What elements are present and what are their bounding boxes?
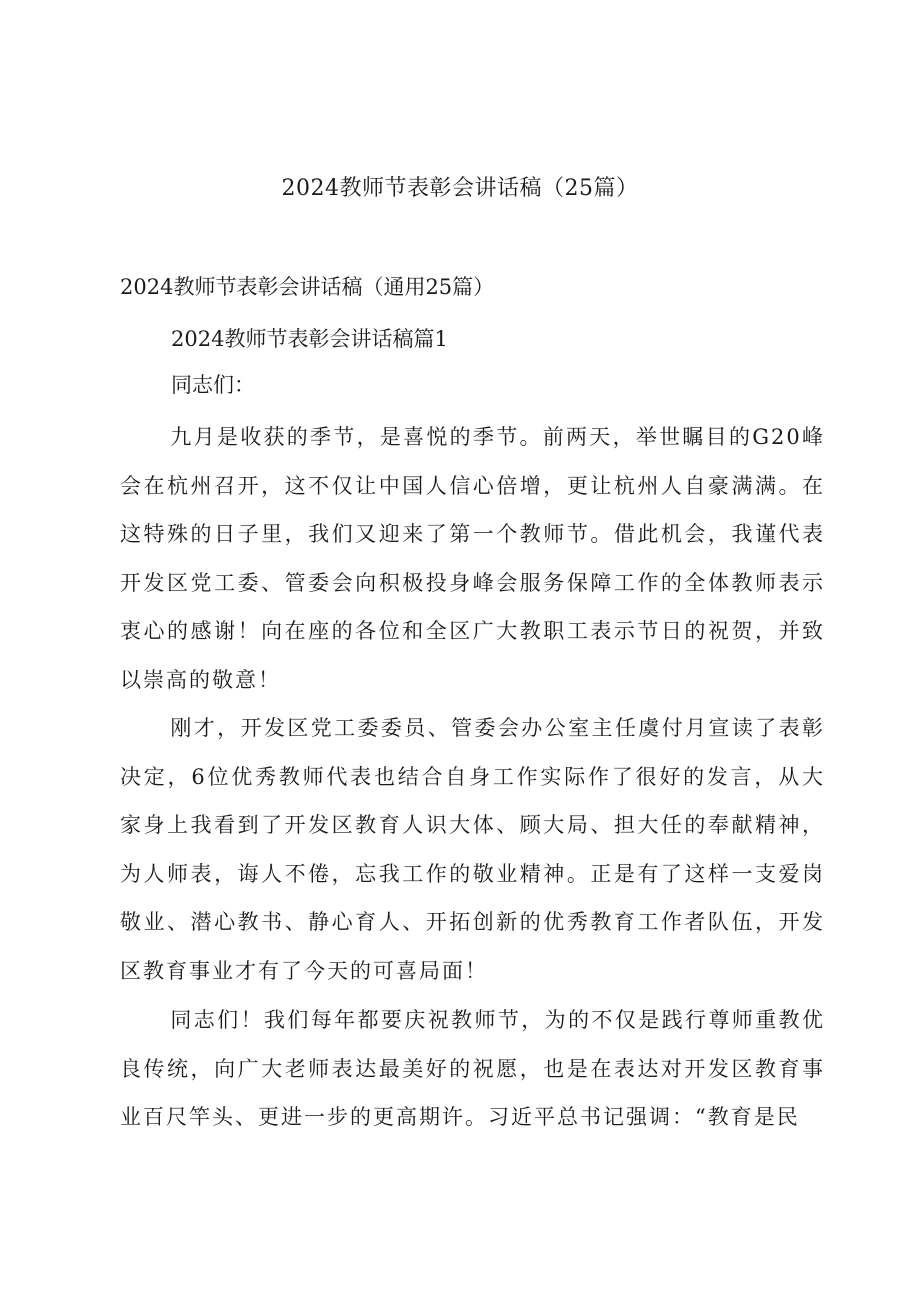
paragraph-1: 九月是收获的季节，是喜悦的季节。前两天，举世瞩目的G20峰会在杭州召开，这不仅让中国人信心倍增，更让杭州人自豪满满。在这特殊的日子里，我们又迎来了第一个教师节。借此机会，我谨代表开发区党工委、管委会向积极投身峰会服务保障工作的全体教师表示衷心的感谢！向在座的各位和全区广大教职工表示节日的祝贺，并致以崇高的敬意！ [120, 425, 825, 692]
document-subtitle: 2024教师节表彰会讲话稿（通用25篇） [120, 275, 495, 299]
document-title: 2024教师节表彰会讲话稿（25篇） [281, 176, 639, 201]
paragraph-3: 同志们！我们每年都要庆祝教师节，为的不仅是践行尊师重教优良传统，向广大老师表达最美好的祝愿，也是在表达对开发区教育事业百尺竿头、更进一步的更高期许。习近平总书记强调：“教育是民 [120, 1008, 825, 1129]
salutation: 同志们： [171, 373, 255, 397]
paragraph-2: 刚才，开发区党工委委员、管委会办公室主任虞付月宣读了表彰决定，6位优秀教师代表也结合自身工作实际作了很好的发言，从大家身上我看到了开发区教育人识大体、顾大局、担大任的奉献精神，为人师表，诲人不倦，忘我工作的敬业精神。正是有了这样一支爱岗敬业、潜心教书、静心育人、开拓创新的优秀教育工作者队伍，开发区教育事业才有了今天的可喜局面！ [120, 716, 825, 983]
section-heading: 2024教师节表彰会讲话稿篇1 [171, 327, 448, 351]
